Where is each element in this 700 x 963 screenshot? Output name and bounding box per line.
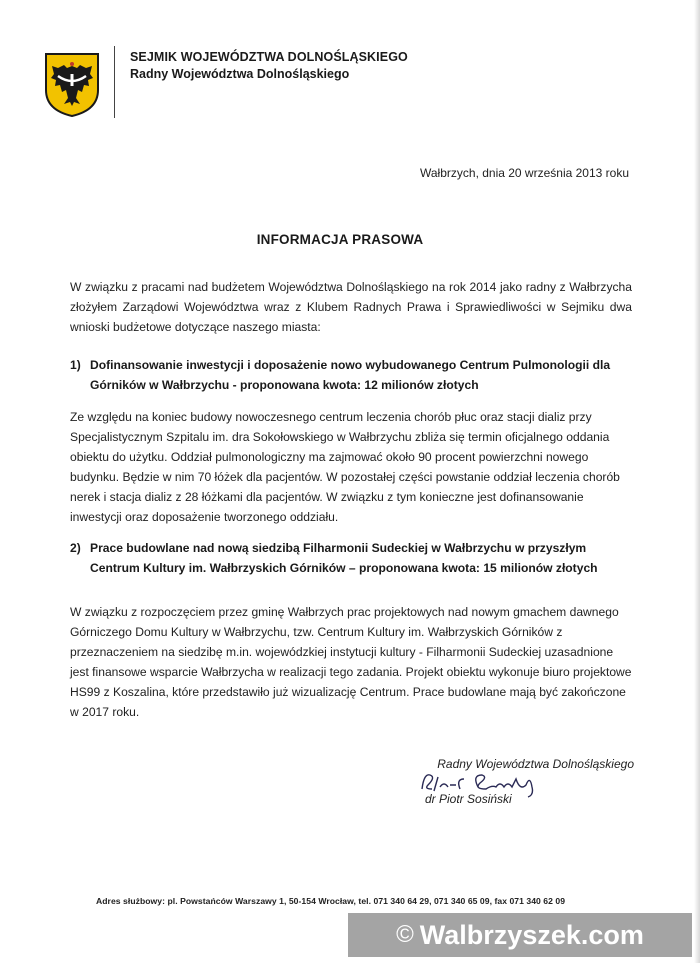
item-2-heading (70, 538, 640, 578)
item-2-heading-text: Prace budowlane nad nową siedzibą Filharmonii Sudeckiej w Wałbrzychu w przyszłym Centrum Kultury im. Wałbrzyskich Górników – proponowana kwota: 15 milionów złotych (90, 541, 598, 575)
eagle-coat-of-arms-icon (44, 52, 100, 118)
page-edge-shadow (694, 0, 700, 963)
item-1-heading-text: Dofinansowanie inwestycji i doposażenie nowo wybudowanego Centrum Pulmonologii dla Górników w Wałbrzychu - proponowana kwota: 12 milionów złotych (90, 358, 611, 392)
watermark-text: Walbrzyszek.com (419, 919, 644, 950)
date-line: Wałbrzych, dnia 20 września 2013 roku (420, 166, 629, 180)
signatory-name: dr Piotr Sosiński (425, 792, 512, 806)
copyright-icon: © (396, 921, 414, 948)
item-1-body: Ze względu na koniec budowy nowoczesnego centrum leczenia chorób płuc oraz stacji dializ przy Specjalistycznym Szpitalu im. dra Sokołowskiego w Wałbrzychu zbliża się termin oficjalnego oddania obiektu do użytku. Oddział pulmonologiczny ma zajmować około 90 procent powierzchni nowego budynku. Będzie w nim 70 łóżek dla pacjentów. W pozostałej części powstanie oddział leczenia chorób nerek i stacja dializ z 28 łóżkami dla pacjentów. W związku z tym konieczne jest dofinansowanie inwestycji oraz doposażenie tworzonego oddziału. (70, 410, 620, 524)
org-name: SEJMIK WOJEWÓDZTWA DOLNOŚLĄSKIEGO (130, 50, 408, 64)
item-1-number: 1) (70, 358, 81, 372)
item-2-number: 2) (70, 541, 81, 555)
org-subtitle: Radny Województwa Dolnośląskiego (130, 67, 350, 81)
watermark (348, 913, 692, 957)
footer-address: Adres służbowy: pl. Powstańców Warszawy 1, 50-154 Wrocław, tel. 071 340 64 29, 071 340 65 09, fax 071 340 62 09 (96, 896, 566, 906)
item-1-heading (70, 355, 640, 395)
signature-role: Radny Województwa Dolnośląskiego (437, 757, 634, 771)
header-divider (114, 46, 115, 118)
intro-paragraph: W związku z pracami nad budżetem Województwa Dolnośląskiego na rok 2014 jako radny z Wałbrzycha złożyłem Zarządowi Województwa wraz z Klubem Radnych Prawa i Sprawiedliwości w Sejmiku dwa wnioski budżetowe dotyczące naszego miasta: (70, 280, 632, 334)
document-title: INFORMACJA PRASOWA (256, 232, 424, 247)
item-2-body: W związku z rozpoczęciem przez gminę Wałbrzych prac projektowych nad nowym gmachem dawnego Górniczego Domu Kultury w Wałbrzychu, tzw. Centrum Kultury im. Wałbrzyskich Górników z przeznaczeniem na siedzibę m.in. wojewódzkiej instytucji kultury - Filharmonii Sudeckiej uzasadnione jest finansowe wsparcie Wałbrzycha w realizacji tego zadania. Projekt obiektu wykonuje biuro projektowe HS99 z Koszalina, które przedstawiło już wizualizację Centrum. Prace budowlane mają być zakończone w 2017 roku. (70, 605, 632, 719)
